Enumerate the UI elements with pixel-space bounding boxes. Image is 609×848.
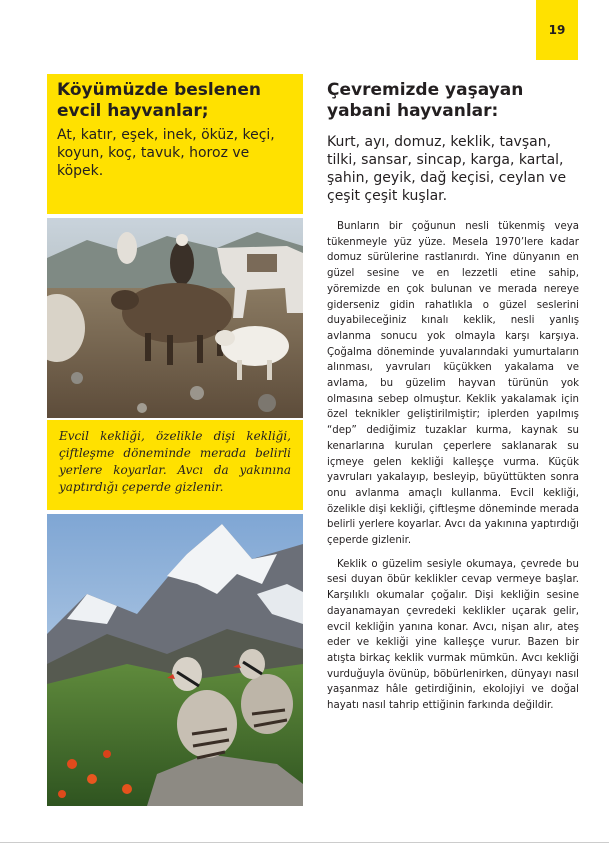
body-paragraph-1: Bunların bir çoğunun nesli tükenmiş veya tükenmeyle yüz yüze. Mesela 1970’lere kadar domuz sürülerine rastlanırdı. Yine dünyanın en güzel sesine ve en lezzetli etine sahip, yöremizde en çok bulunan ve merada nereye giderseniz gidin rahatlıkla o güzel seslerini duyabileceğiniz kınalı keklik, nesli yanlış avlanma sonucu yok olmayla karşı karşıya. Çoğalma döneminde yuvalarındaki yumurtaların alınması, yavruları küçükken yakalama ve avlama, bu güzelim hayvan türünün yok olmasına sebep olmuştur. Keklik yakalamak için özel teknikler geliştirilmiştir; iplerden yapılmış “dep” dediğimiz tuzaklar kurma, kaynak su kenarlarına kurulan çeperlere saklanarak su içmeye gelen kekliği kalleşçe vurma. Küçük yavruları yakalayıp, besleyip, büyüttükten sonra onu avlanma amaçlı kullanma. Evcil kekliği, özelikle dişi kekliği, çiftleşme döneminde merada belirli yerlere koyarlar. Avcı da yakınına yaptırdığı çeperde gizlenir. (327, 221, 579, 547)
page-number: 19 (548, 23, 566, 37)
page-number-box (536, 0, 578, 60)
wild-animals-list: Kurt, ayı, domuz, keklik, tavşan, tilki, sansar, sincap, karga, kartal, şahin, geyik, dağ keçisi, ceylan ve çeşit çeşit kuşlar. (327, 134, 567, 204)
wild-animals-section (327, 80, 579, 714)
bottom-divider (0, 842, 609, 843)
body-paragraph-2: Keklik o güzelim sesiyle okumaya, çevrede bu sesi duyan öbür keklikler cevap vermeye başlar. Karşılıklı okumalar çoğalır. Dişi kekliğin sesine dayanamayan çevredeki keklikler uçarak gelir, evcil kekliğin yanına konar. Avcı, nişan alır, ateş eder ve kekliği yine kalleşçe vurur. Bazen bir atışta birkaç keklik vurmak mümkün. Avcı kekliği vurduğuyla övünüp, böbürlenirken, dünyayı nasıl yaşanmaz hâle getirdiğinin, ekolojiyi ve doğal hayatı nasıl tahrip ettiğinin farkında değildir. (327, 558, 579, 712)
domestic-animals-list: At, katır, eşek, inek, öküz, keçi, koyun, koç, tavuk, horoz ve köpek. (57, 127, 275, 179)
partridge-mountain-photo (47, 514, 303, 806)
domestic-animals-title: Köyümüzde beslenen evcil hayvanlar; (57, 80, 261, 121)
wild-animals-title: Çevremizde yaşayan yabani hayvanlar: (327, 80, 524, 121)
sheep-photo (47, 218, 303, 418)
domestic-animals-box (47, 74, 303, 214)
photo-caption: Evcil kekliği, özelikle dişi kekliği, çiftleşme döneminde merada belirli yerlere koyarlar. Avcı da yakınına yaptırdığı çeperde gizlenir. (47, 420, 303, 510)
